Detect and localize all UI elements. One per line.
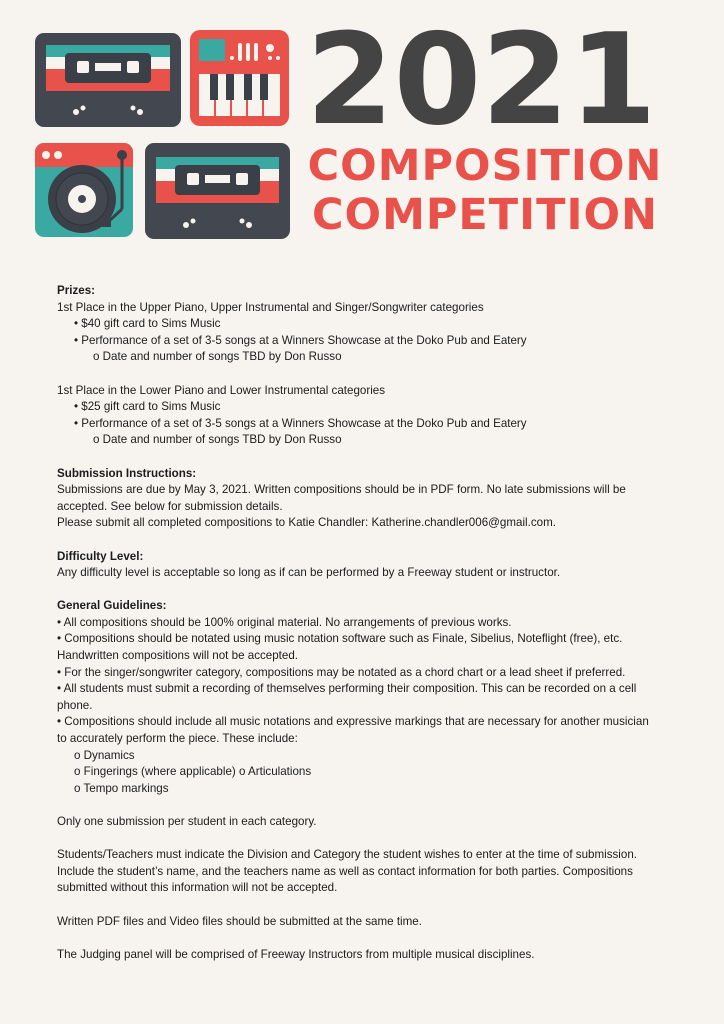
prizes-lower-subitem: o Date and number of songs TBD by Don Russo [93,433,342,447]
guideline-text: to accurately perform the piece. These include: [57,732,298,746]
note-text: Include the student’s name, and the teachers name as well as contact information for both parties. Compositions [57,864,633,878]
submission-heading: Submission Instructions: [57,466,197,480]
guidelines-heading: General Guidelines: [57,599,167,613]
guideline-text: • For the singer/songwriter category, compositions may be notated as a chord chart or a lead sheet if preferred. [57,665,626,679]
prizes-upper-intro: 1st Place in the Upper Piano, Upper Instrumental and Singer/Songwriter categories [57,300,484,314]
submission-text: Please submit all completed compositions to Katie Chandler: Katherine.chandler006@gmail.com. [57,516,556,530]
note-text: Only one submission per student in each category. [57,815,317,828]
title-line-1: COMPOSITION [307,141,663,191]
guideline-subitem: o Tempo markings [74,781,169,795]
guideline-text: phone. [57,698,93,712]
page-year: 2021 [306,6,657,153]
prizes-upper-item: • Performance of a set of 3-5 songs at a Winners Showcase at the Doko Pub and Eatery [74,333,527,347]
difficulty-heading: Difficulty Level: [57,549,144,563]
guideline-subitem: o Fingerings (where applicable) o Articulations [74,765,312,779]
guideline-text: Handwritten compositions will not be accepted. [57,649,299,663]
title-line-2: COMPETITION [312,190,658,240]
cassette-icon [35,33,181,127]
prizes-upper-subitem: o Date and number of songs TBD by Don Russo [93,350,342,364]
document-body [57,283,677,963]
prizes-heading: Prizes: [57,284,96,297]
header [0,0,724,250]
submission-text: accepted. See below for submission details. [57,499,283,513]
prizes-upper-item: • $40 gift card to Sims Music [74,317,221,331]
difficulty-text: Any difficulty level is acceptable so long as if can be performed by a Freeway student or instructor. [57,566,561,580]
note-text: submitted without this information will not be accepted. [57,881,338,895]
note-text: The Judging panel will be comprised of Freeway Instructors from multiple musical disciplines. [57,947,535,961]
guideline-text: • All compositions should be 100% original material. No arrangements of previous works. [57,615,512,629]
guideline-text: • All students must submit a recording of themselves performing their composition. This can be recorded on a cell [57,682,637,696]
turntable-icon [35,143,133,237]
note-text: Students/Teachers must indicate the Division and Category the student wishes to enter at the time of submission. [57,848,637,862]
guideline-subitem: o Dynamics [74,748,135,762]
keyboard-icon [190,30,289,126]
guideline-text: • Compositions should include all music notations and expressive markings that are necessary for another musician [57,715,649,729]
prizes-lower-item: • Performance of a set of 3-5 songs at a Winners Showcase at the Doko Pub and Eatery [74,416,527,430]
guideline-text: • Compositions should be notated using music notation software such as Finale, Sibelius, Noteflight (free), etc. [57,632,623,646]
prizes-lower-intro: 1st Place in the Lower Piano and Lower Instrumental categories [57,383,386,397]
note-text: Written PDF files and Video files should be submitted at the same time. [57,914,422,928]
prizes-lower-item: • $25 gift card to Sims Music [74,400,221,414]
cassette-icon [145,143,290,239]
submission-text: Submissions are due by May 3, 2021. Written compositions should be in PDF form. No late submissions will be [57,483,626,497]
